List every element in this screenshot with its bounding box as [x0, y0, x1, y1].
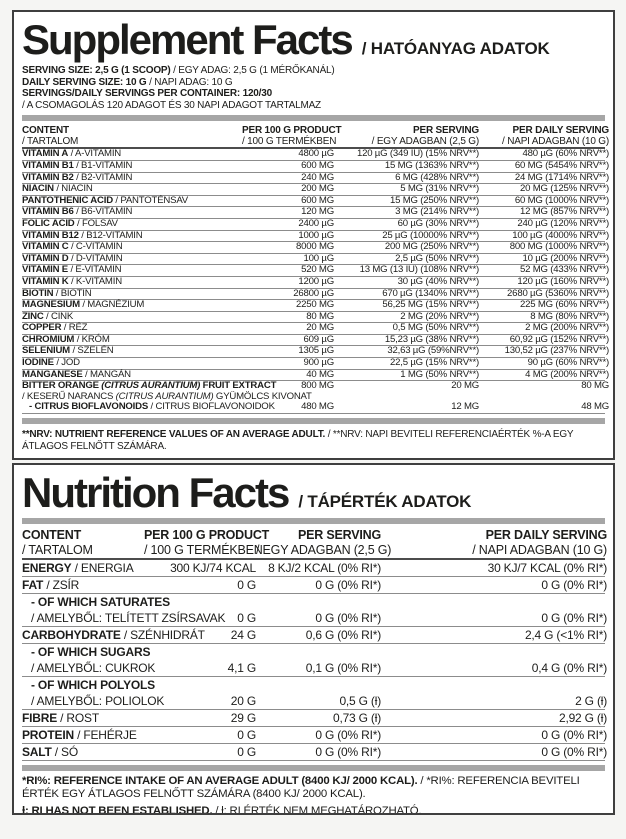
row-value: 56,25 MG (15% NRV**) — [382, 299, 479, 311]
text-segment: (CITRUS AURANTIUM) — [101, 380, 201, 392]
row-value: 8000 MG — [295, 241, 334, 253]
table-row — [22, 275, 609, 289]
row-value: 25 µG (10000% NRV**) — [382, 229, 479, 241]
table-row — [22, 727, 605, 744]
text-segment: / B12-VITAMIN — [78, 229, 143, 241]
row-value: 200 MG (250% NRV**) — [384, 241, 479, 253]
row-value: 20 G — [230, 694, 256, 708]
row-value: 6 MG (428% NRV**) — [395, 171, 479, 183]
row-name — [22, 710, 144, 726]
row-value: 670 µG (1340% NRV**) — [382, 287, 479, 299]
row-name — [22, 196, 242, 207]
text-segment: / **NRV: NAPI BEVITELI REFERENCIAÉRTÉK %-A EGY ÁTLAGOS FELNŐTT SZÁMÁRA. — [22, 429, 574, 452]
row-value: 2400 µG — [298, 217, 334, 229]
ri-footnote — [22, 775, 605, 801]
text-segment: / NIACIN — [53, 183, 93, 195]
text-segment: / ENERGIA — [71, 561, 134, 575]
table-row — [22, 644, 605, 677]
row-value: 0 G (0% RI*) — [315, 578, 381, 592]
supplement-table — [22, 125, 609, 414]
serving-info — [22, 65, 605, 111]
text-segment: **NRV: NUTRIENT REFERENCE VALUES OF AN AVERAGE ADULT. — [22, 429, 326, 441]
row-value: 2 MG (20% NRV**) — [400, 310, 479, 322]
table-row — [22, 380, 609, 402]
text-segment: / K-VITAMIN — [68, 275, 122, 287]
text-segment: (CITRUS AURANTIUM) — [115, 390, 214, 402]
row-value: 0,1 G (0% RI*) — [305, 661, 381, 675]
row-name — [22, 577, 144, 593]
row-value: 130,52 µG (237% NRV**) — [504, 345, 609, 357]
text-segment: / ROST — [57, 711, 99, 725]
column-header: PER DAILY SERVING / NAPI ADAGBAN (10 G) — [472, 528, 607, 557]
row-value: 240 MG — [301, 171, 334, 183]
column-header: PER 100 G PRODUCT / 100 G TERMÉKBEN — [144, 528, 270, 557]
supplement-facts-title-hu: / HATÓANYAG ADATOK — [361, 39, 550, 58]
row-name — [22, 560, 144, 576]
row-value: 0 G — [237, 611, 256, 625]
text-segment: / A-VITAMIN — [68, 148, 122, 160]
row-value: 15 MG (250% NRV**) — [390, 194, 479, 206]
text-segment: / JOD — [53, 357, 80, 369]
row-value: 4 MG (200% NRV**) — [525, 368, 609, 380]
row-name — [22, 323, 242, 334]
row-value: 12 MG — [451, 401, 479, 413]
row-value: 1000 µG — [298, 229, 334, 241]
row-value: 20 MG (125% NRV**) — [520, 183, 609, 195]
row-value: 225 MG (60% NRV**) — [520, 299, 609, 311]
text-segment: VITAMIN C — [22, 241, 69, 253]
supplement-title-bar — [22, 16, 605, 63]
text-segment: SELENIUM — [22, 345, 70, 357]
row-value: 2 MG (200% NRV**) — [525, 322, 609, 334]
row-name — [22, 184, 242, 195]
row-value: 0 G (0% RI*) — [541, 745, 607, 759]
row-name — [22, 370, 242, 381]
row-name — [22, 644, 156, 676]
nutrition-facts-title: Nutrition Facts — [22, 469, 289, 516]
divider-bar — [22, 518, 605, 524]
text-segment: FIBRE — [22, 711, 58, 725]
text-segment: FAT — [22, 578, 44, 592]
text-segment: / E-VITAMIN — [68, 264, 122, 276]
text-segment: *RI%: REFERENCE INTAKE OF AN AVERAGE ADULT (8400 KJ/ 2000 KCAL). — [22, 775, 418, 787]
text-segment: / ƚ: RI ÉRTÉK NEM MEGHATÁROZHATÓ. — [212, 805, 422, 815]
row-name — [22, 289, 242, 300]
row-name — [22, 254, 242, 265]
text-segment: / SZELÉN — [69, 345, 114, 357]
text-segment: NIACIN — [22, 183, 54, 195]
text-segment: CARBOHYDRATE — [22, 628, 121, 642]
row-value: 2,4 G (<1% RI*) — [524, 628, 607, 642]
row-name — [22, 627, 205, 643]
text-segment: / BIOTIN — [53, 287, 92, 299]
row-value: 0 G (0% RI*) — [315, 745, 381, 759]
column-header: PER DAILY SERVING / NAPI ADAGBAN (10 G) — [502, 125, 609, 148]
row-value: 1 MG (50% NRV**) — [400, 368, 479, 380]
text-segment: - OF WHICH POLYOLS — [31, 678, 155, 692]
row-value: 800 MG (1000% NRV**) — [509, 241, 609, 253]
row-value: 20 MG — [451, 380, 479, 392]
table-row — [22, 299, 609, 312]
row-value: 0 G (0% RI*) — [315, 728, 381, 742]
row-value: 60 µG (30% NRV**) — [397, 217, 479, 229]
dagger-footnote — [22, 805, 605, 815]
serving-info-line — [22, 77, 605, 89]
row-value: 0 G (0% RI*) — [541, 578, 607, 592]
row-value: 0 G — [237, 728, 256, 742]
row-value: 600 MG — [301, 194, 334, 206]
text-segment: / EGY ADAG: 2,5 G (1 MÉRŐKANÁL) — [170, 65, 335, 76]
text-segment: DAILY SERVING SIZE: 10 G — [22, 76, 147, 88]
text-segment: SALT — [22, 745, 52, 759]
table-row — [22, 577, 605, 594]
row-name — [22, 265, 242, 276]
table-header-row — [22, 528, 605, 560]
row-value: 900 µG — [303, 357, 334, 369]
row-value: 300 KJ/74 KCAL — [170, 561, 256, 575]
row-name — [22, 401, 275, 413]
row-value: 4,1 G — [227, 661, 256, 675]
row-name — [22, 161, 242, 172]
text-segment: VITAMIN A — [22, 148, 69, 160]
nutrition-title-bar — [22, 469, 605, 516]
row-name — [22, 173, 242, 184]
text-segment: / KESERŰ NARANCS — [22, 390, 116, 402]
row-value: 26800 µG — [293, 287, 334, 299]
nutrition-table — [22, 528, 605, 761]
row-value: 0,73 G (ƚ) — [332, 711, 381, 725]
text-segment: ZINC — [22, 310, 44, 322]
divider-bar — [22, 115, 605, 121]
text-segment: / D-VITAMIN — [68, 252, 123, 264]
nutrition-facts-title-hu: / TÁPÉRTÉK ADATOK — [298, 492, 472, 511]
column-header: PER 100 G PRODUCT / 100 G TERMÉKBEN — [242, 125, 342, 148]
text-segment: / C-VITAMIN — [68, 241, 123, 253]
table-row — [22, 594, 605, 627]
row-value: 5 MG (31% NRV**) — [400, 183, 479, 195]
row-name — [22, 277, 242, 288]
text-segment: / MANGÁN — [82, 368, 131, 380]
row-value: 24 MG (1714% NRV**) — [514, 171, 609, 183]
text-segment: / CINK — [43, 310, 74, 322]
text-segment: / B2-VITAMIN — [73, 171, 133, 183]
text-segment: - OF WHICH SATURATES — [31, 595, 170, 609]
row-value: 0,5 MG (50% NRV**) — [392, 322, 479, 334]
row-value: 1200 µG — [298, 275, 334, 287]
text-segment: ENERGY — [22, 561, 72, 575]
row-name — [22, 677, 165, 709]
text-segment: - OF WHICH SUGARS — [31, 645, 151, 659]
text-segment: / PANTOTÉNSAV — [112, 194, 188, 206]
row-value: 60,92 µG (152% NRV**) — [509, 333, 609, 345]
column-header: CONTENT / TARTALOM — [22, 528, 93, 557]
row-value: 120 MG — [301, 206, 334, 218]
table-row — [22, 677, 605, 710]
row-value: 2 G (ƚ) — [575, 694, 607, 708]
row-name — [22, 594, 226, 626]
row-value: 0 G (0% RI*) — [541, 611, 607, 625]
table-row — [22, 401, 609, 414]
row-value: 2680 µG (5360% NRV**) — [507, 287, 609, 299]
row-value: 1305 µG — [298, 345, 334, 357]
nutrition-facts-panel — [12, 463, 615, 815]
row-value: 609 µG — [303, 333, 334, 345]
row-value: 0 G (0% RI*) — [315, 611, 381, 625]
text-segment: / SÓ — [51, 745, 78, 759]
row-value: 2,5 µG (50% NRV**) — [395, 252, 479, 264]
row-value: 90 µG (60% NRV**) — [527, 357, 609, 369]
row-value: 40 MG — [306, 368, 334, 380]
row-value: 240 µG (120% NRV**) — [517, 217, 609, 229]
divider-bar — [22, 765, 605, 771]
text-segment: / A CSOMAGOLÁS 120 ADAGOT ÉS 30 NAPI ADAGOT TARTALMAZ — [22, 99, 321, 111]
column-header: PER SERVING / EGY ADAGBAN (2,5 G) — [371, 125, 479, 148]
row-value: 480 µG (60% NRV**) — [522, 148, 609, 160]
text-segment: PROTEIN — [22, 728, 74, 742]
row-name — [22, 242, 242, 253]
row-value: 60 MG (5454% NRV**) — [514, 159, 609, 171]
text-segment: / ZSÍR — [43, 578, 80, 592]
text-segment: VITAMIN B1 — [22, 159, 74, 171]
text-segment: / FEHÉRJE — [73, 728, 137, 742]
row-value: 10 µG (200% NRV**) — [522, 252, 609, 264]
row-value: 8 MG (80% NRV**) — [530, 310, 609, 322]
row-value: 60 MG (1000% NRV**) — [514, 194, 609, 206]
row-name — [22, 744, 144, 760]
row-value: 120 µG (160% NRV**) — [517, 275, 609, 287]
row-name — [22, 149, 242, 160]
row-value: 20 MG — [306, 322, 334, 334]
row-name — [22, 380, 312, 402]
row-value: 32,63 µG (59%NRV**) — [387, 345, 479, 357]
text-segment: SERVING SIZE: 2,5 G (1 SCOOP) — [22, 65, 171, 76]
row-name — [22, 300, 242, 311]
text-segment: / AMELYBŐL: CUKROK — [31, 661, 156, 675]
row-value: 12 MG (857% NRV**) — [520, 206, 609, 218]
label-page — [0, 10, 626, 815]
text-segment: VITAMIN B12 — [22, 229, 79, 241]
row-value: 200 MG — [301, 183, 334, 195]
serving-info-line — [22, 100, 605, 112]
table-header-row — [22, 125, 609, 149]
table-row — [22, 560, 605, 577]
nrv-footnote — [22, 429, 605, 452]
row-value: 0 G (0% RI*) — [541, 728, 607, 742]
text-segment: BIOTIN — [22, 287, 54, 299]
row-value: 800 MG — [301, 380, 334, 392]
text-segment: GYÜMÖLCS KIVONAT — [213, 390, 312, 402]
text-segment: VITAMIN B2 — [22, 171, 74, 183]
text-segment: VITAMIN D — [22, 252, 69, 264]
row-value: 15,23 µG (38% NRV**) — [384, 333, 479, 345]
row-value: 0 G — [237, 578, 256, 592]
row-name — [22, 358, 242, 369]
row-value: 100 µG — [303, 252, 334, 264]
row-value: 13 MG (13 IU) (108% NRV**) — [359, 264, 479, 276]
row-value: 80 MG — [306, 310, 334, 322]
serving-info-line — [22, 88, 605, 100]
text-segment: / KRÓM — [74, 333, 110, 345]
row-value: 120 µG (349 IU) (15% NRV**) — [356, 148, 479, 160]
row-value: 2,92 G (ƚ) — [558, 711, 607, 725]
row-name — [22, 207, 242, 218]
text-segment: CHROMIUM — [22, 333, 75, 345]
row-value: 3 MG (214% NRV**) — [395, 206, 479, 218]
column-header: CONTENT / TARTALOM — [22, 125, 79, 148]
row-value: 80 MG — [581, 380, 609, 392]
text-segment: / SZÉNHIDRÁT — [120, 628, 205, 642]
text-segment: FOLIC ACID — [22, 217, 75, 229]
column-header: PER SERVING / EGY ADAGBAN (2,5 G) — [256, 528, 392, 557]
text-segment: FRUIT EXTRACT — [200, 380, 277, 392]
text-segment: / B1-VITAMIN — [73, 159, 133, 171]
text-segment: MAGNESIUM — [22, 299, 80, 311]
row-name — [22, 335, 242, 346]
text-segment: PANTOTHENIC ACID — [22, 194, 113, 206]
text-segment: / CITRUS BIOFLAVONOIDOK — [148, 401, 275, 413]
text-segment: IODINE — [22, 357, 54, 369]
text-segment: / AMELYBŐL: TELÍTETT ZSÍRSAVAK — [31, 611, 226, 625]
row-value: 8 KJ/2 KCAL (0% RI*) — [268, 561, 381, 575]
text-segment: - CITRUS BIOFLAVONOIDS — [29, 401, 149, 413]
row-value: 29 G — [230, 711, 256, 725]
text-segment: / RÉZ — [61, 322, 88, 334]
row-value: 0,5 G (ƚ) — [339, 694, 381, 708]
text-segment: / MAGNÉZIUM — [79, 299, 145, 311]
text-segment: / AMELYBŐL: POLIOLOK — [31, 694, 165, 708]
row-name — [22, 346, 242, 357]
row-value: 0,6 G (0% RI*) — [305, 628, 381, 642]
row-name — [22, 231, 242, 242]
row-value: 30 µG (40% NRV**) — [397, 275, 479, 287]
text-segment: COPPER — [22, 322, 62, 334]
table-row — [22, 627, 605, 644]
row-value: 48 MG — [581, 401, 609, 413]
row-name — [22, 312, 242, 323]
row-value: 0,4 G (0% RI*) — [531, 661, 607, 675]
text-segment: / *RI%: REFERENCIA BEVITELI ÉRTÉK EGY ÁTLAGOS FELNŐTT SZÁMÁRA (8400 KJ/ 2000 KCAL). — [22, 775, 580, 800]
text-segment: VITAMIN K — [22, 275, 69, 287]
text-segment: BITTER ORANGE — [22, 380, 102, 392]
divider-bar — [22, 418, 605, 424]
row-value: 600 MG — [301, 159, 334, 171]
text-segment: MANGANESE — [22, 368, 83, 380]
text-segment: / NAPI ADAG: 10 G — [146, 76, 233, 88]
row-value: 22,5 µG (15% NRV**) — [390, 357, 479, 369]
serving-info-line — [22, 65, 605, 77]
row-value: 15 MG (1363% NRV**) — [384, 159, 479, 171]
table-row — [22, 744, 605, 761]
row-value: 520 MG — [301, 264, 334, 276]
row-value: 52 MG (433% NRV**) — [520, 264, 609, 276]
row-value: 2250 MG — [295, 299, 334, 311]
row-value: 4800 µG — [298, 148, 334, 160]
row-value: 100 µG (4000% NRV**) — [512, 229, 609, 241]
text-segment: VITAMIN E — [22, 264, 68, 276]
table-row — [22, 710, 605, 727]
text-segment: ƚ: RI HAS NOT BEEN ESTABLISHED. — [22, 805, 213, 815]
row-value: 30 KJ/7 KCAL (0% RI*) — [487, 561, 607, 575]
text-segment: / B6-VITAMIN — [73, 206, 133, 218]
row-name — [22, 219, 242, 230]
row-name — [22, 727, 144, 743]
supplement-facts-panel — [12, 10, 615, 460]
row-value: 0 G — [237, 745, 256, 759]
text-segment: / FOLSAV — [74, 217, 118, 229]
text-segment: SERVINGS/DAILY SERVINGS PER CONTAINER: 120/30 — [22, 88, 272, 100]
supplement-facts-title: Supplement Facts — [22, 16, 352, 63]
text-segment: VITAMIN B6 — [22, 206, 74, 218]
row-value: 480 MG — [301, 401, 334, 413]
row-value: 24 G — [230, 628, 256, 642]
